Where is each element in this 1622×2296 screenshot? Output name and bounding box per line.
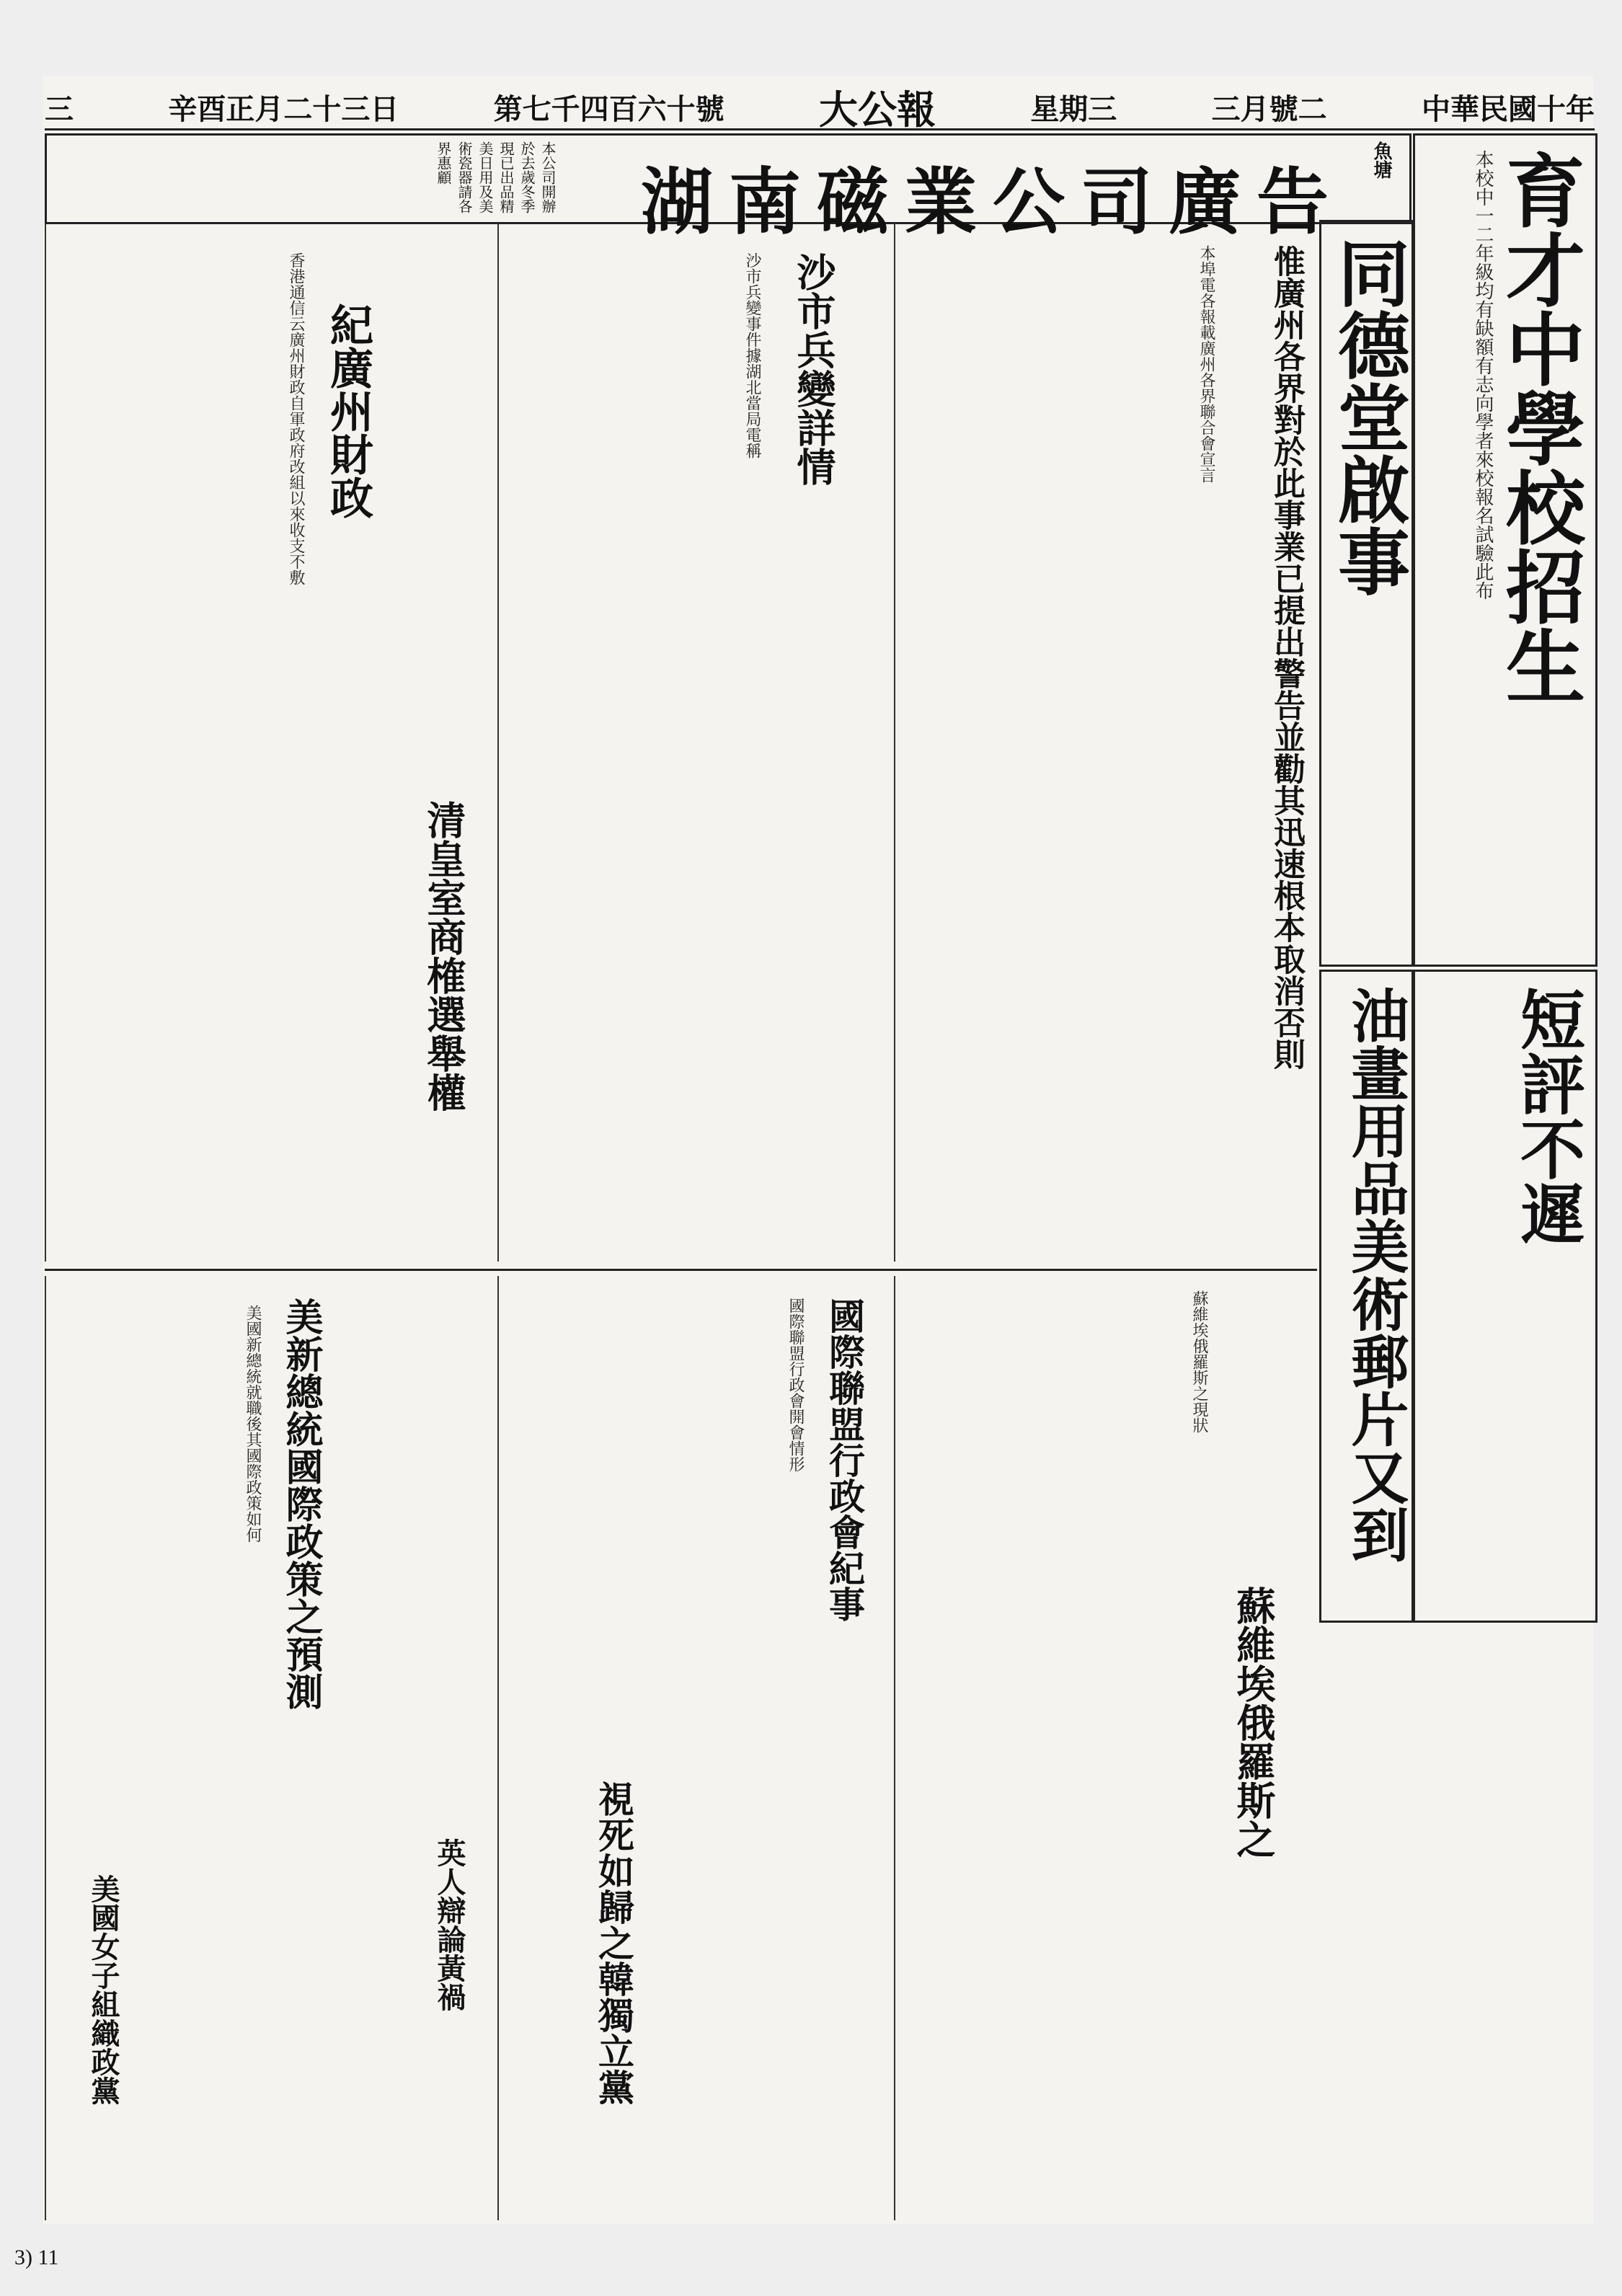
article-body: 蘇維埃俄羅斯之現狀 <box>1190 1290 1208 1433</box>
right-ad-1-title: 短評不遲 <box>1509 986 1585 1246</box>
masthead-paper-name: 大公報 <box>818 86 936 133</box>
article-body: 本埠電各報載廣州各界聯合會宣言 <box>1197 245 1215 483</box>
hunan-porcelain-ad <box>45 133 1412 244</box>
masthead-lunar-date: 辛酉正月二十三日 <box>168 92 399 126</box>
article-body: 國際聯盟行政會開會情形 <box>786 1298 805 1472</box>
article-headline: 蘇維埃俄羅斯之 <box>1231 1586 1277 1858</box>
school-ad-title: 育才中學校招生 <box>1493 150 1586 705</box>
article-headline: 紀廣州財政 <box>323 303 373 519</box>
article-column <box>894 223 1317 1262</box>
school-ad-text: 本校中一二年級均有缺額有志向學者來校報名試驗此布 <box>1472 150 1494 600</box>
masthead <box>45 85 1595 133</box>
masthead-weekday: 星期三 <box>1030 92 1117 126</box>
masthead-page-number: 三 <box>45 92 74 126</box>
tongde-ad-title: 同德堂啟事 <box>1326 236 1411 597</box>
page-footer: 3) 11 <box>14 2246 59 2269</box>
article-headline: 惟廣州各界對於此事業已提出警告並勸其迅速根本取消否則 <box>1268 245 1305 1070</box>
masthead-year: 中華民國十年 <box>1421 92 1595 126</box>
article-column <box>497 223 892 1262</box>
article-headline: 英人辯論黃禍 <box>433 1838 466 2011</box>
porcelain-ad-title: 湖南磁業公司廣告 <box>641 159 1344 244</box>
right-ad-2 <box>1319 970 1414 1623</box>
article-headline: 美國女子組織政黨 <box>87 1874 120 2105</box>
school-ad <box>1413 133 1597 967</box>
porcelain-ad-note: 魚塘 <box>1370 141 1392 179</box>
article-headline: 視死如歸之韓獨立黨 <box>593 1781 635 2105</box>
porcelain-ad-text: 本公司開辦於去歲冬季現已出品精美日用及美術瓷器請各界惠顧 <box>435 141 557 213</box>
masthead-date: 三月號二 <box>1211 92 1327 126</box>
article-column <box>894 1276 1317 2220</box>
tongde-ad <box>1319 220 1414 967</box>
right-ad-1 <box>1413 970 1597 1623</box>
article-body: 香港通信云廣州財政自軍政府改組以來收支不敷 <box>287 252 305 585</box>
article-body: 沙市兵變事件據湖北當局電稱 <box>743 252 761 458</box>
right-ad-2-title: 油畫用品美術郵片又到 <box>1342 986 1409 1563</box>
masthead-issue: 第七千四百六十號 <box>493 92 724 126</box>
article-column <box>497 1276 892 2220</box>
section-divider <box>45 1269 1317 1271</box>
article-headline: 清皇室商榷選舉權 <box>421 800 467 1112</box>
article-column <box>45 1276 493 2220</box>
article-column <box>45 223 493 1262</box>
article-headline: 國際聯盟行政會紀事 <box>823 1298 866 1622</box>
article-body: 美國新總統就職後其國際政策如何 <box>244 1305 262 1543</box>
article-headline: 美新總統國際政策之預測 <box>279 1298 323 1710</box>
article-headline: 沙市兵變詳情 <box>791 252 837 486</box>
